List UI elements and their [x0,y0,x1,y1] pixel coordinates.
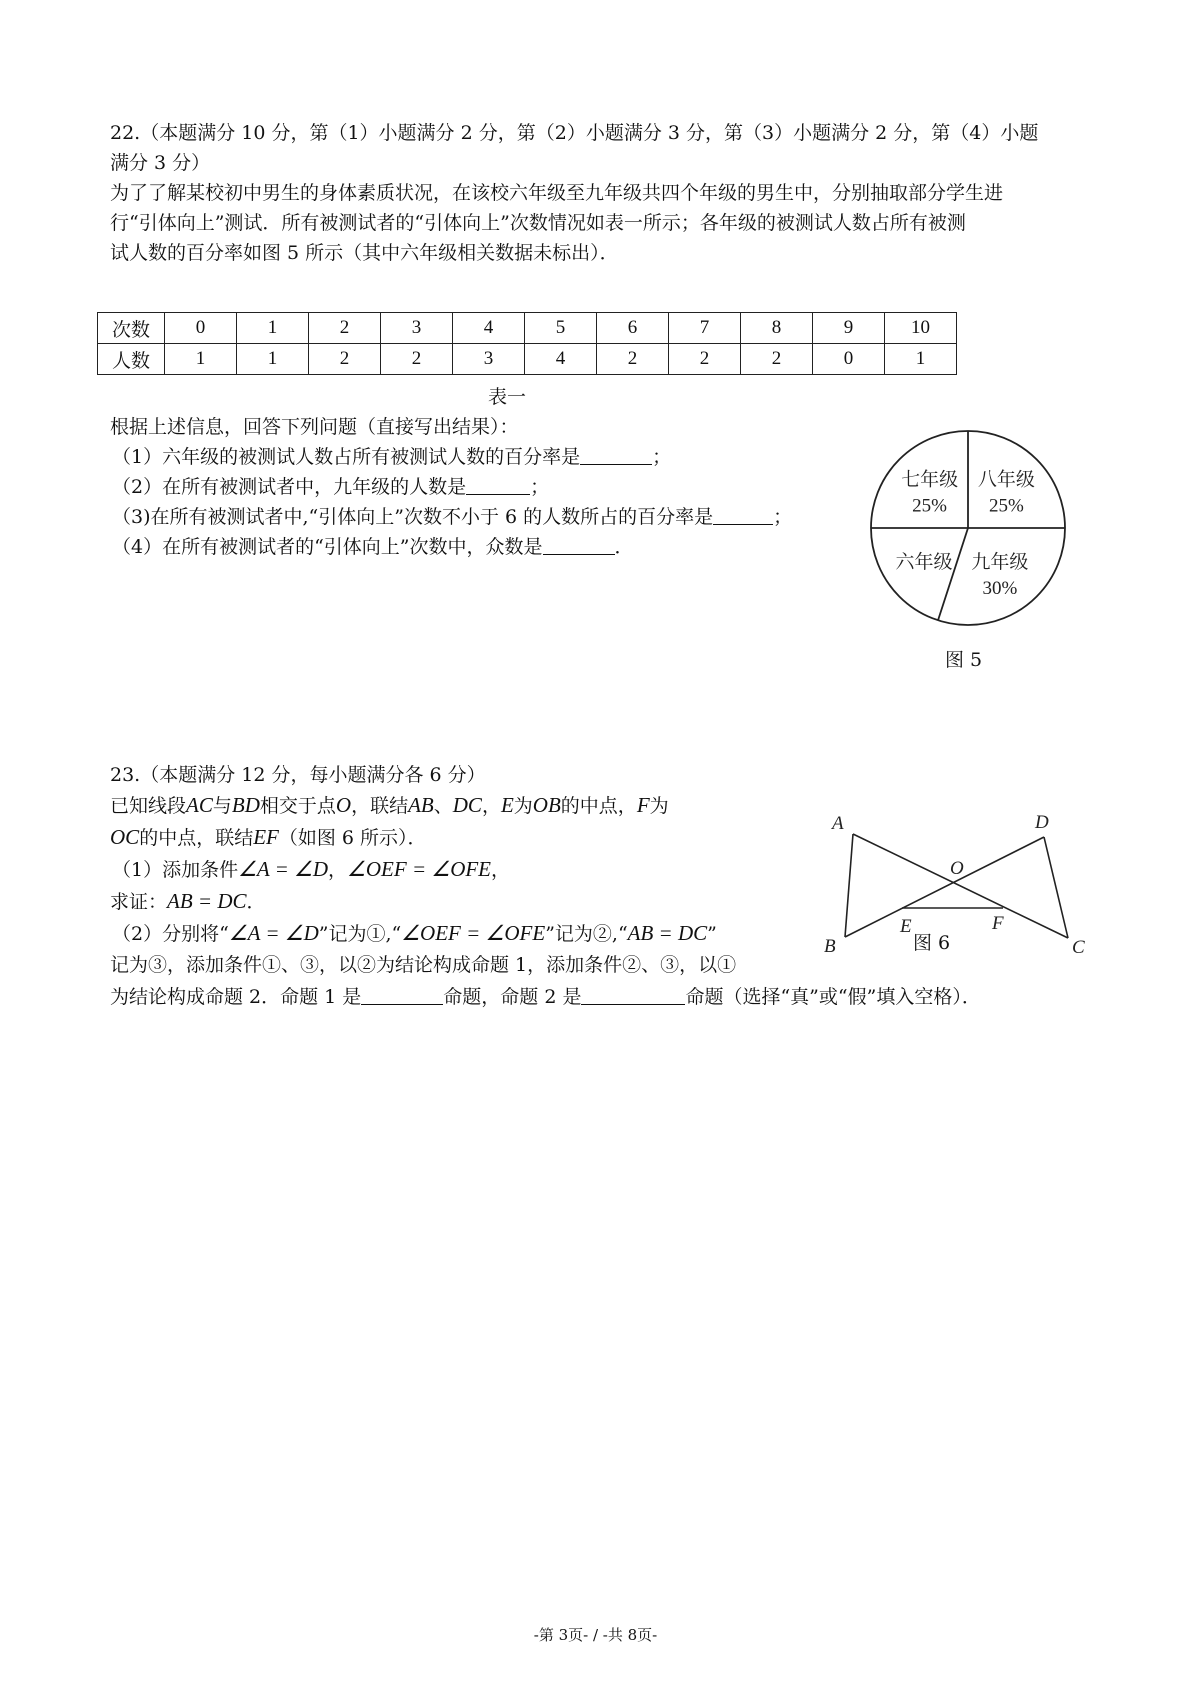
table-row-label-people: 人数 [98,344,165,375]
q23-header: 23.（本题满分 12 分，每小题满分各 6 分） [110,764,486,786]
segment-bd: BD [231,793,260,817]
q22-sub1-text: （1）六年级的被测试人数占所有被测试人数的百分率是 [112,446,581,468]
segment-ef: EF [253,825,279,849]
pie-slice-boundary [938,528,968,620]
pie-slice-value: 25% [988,495,1024,517]
point-label-a: A [832,813,844,834]
answer-blank[interactable] [580,444,652,465]
page-footer: -第 3页- / -共 8页- [533,1626,658,1644]
q23-text: ”记为②,“ [545,923,628,945]
table-cell: 0 [165,313,237,344]
q23-text: ， [481,795,501,817]
q22-intro-line3: 试人数的百分率如图 5 所示（其中六年级相关数据未标出）． [110,242,619,264]
segment-dc-line [1044,837,1068,938]
condition-angle-oef-equals-ofe: ∠OEF = ∠OFE [347,857,492,881]
figure5-caption: 图 5 [945,649,983,671]
q23-line5 [112,918,717,949]
segment-bd-line [845,837,1044,937]
point-label-f: F [992,913,1004,934]
q22-prompt: 根据上述信息，回答下列问题（直接写出结果）： [110,416,519,438]
condition-angle-oef-equals-ofe: ∠OEF = ∠OFE [401,921,546,945]
table-cell: 2 [381,344,453,375]
q22-sub1 [112,442,671,472]
q23-line7 [110,982,981,1012]
table-cell: 4 [525,344,597,375]
point-label-e: E [900,916,912,937]
table-row-label-counts: 次数 [98,313,165,344]
q22-sub2-text: （2）在所有被测试者中，九年级的人数是 [112,476,467,498]
point-label-o: O [950,858,964,879]
q22-sub2 [112,472,549,502]
table-cell: 0 [813,344,885,375]
table-cell: 1 [237,344,309,375]
q23-text: （2）分别将“ [112,923,229,945]
segment-ob: OB [532,793,561,817]
table-cell: 1 [237,313,309,344]
q23-text: 与 [212,795,232,817]
segment-oc: OC [110,825,140,849]
q22-sub3 [112,502,792,532]
segment-dc: DC [452,793,482,817]
pie-slice-label: 七年级 [901,468,959,491]
q23-text: 为 [513,795,533,817]
point-label-d: D [1035,812,1049,833]
q23-line6: 记为③，添加条件①、③，以②为结论构成命题 1，添加条件②、③，以① [110,954,737,976]
answer-blank[interactable] [713,504,773,525]
table-cell: 4 [453,313,525,344]
pie-slice-label: 六年级 [895,550,953,573]
table-pullup-counts [97,312,957,375]
table-cell: 1 [165,344,237,375]
table-cell: 8 [741,313,813,344]
q23-text: 求证： [110,891,168,913]
table-cell: 10 [885,313,957,344]
q23-text: 的中点， [560,795,637,817]
table-cell: 3 [453,344,525,375]
q23-text: 为结论构成命题 2．命题 1 是 [110,986,362,1008]
segment-ab: AB [408,793,434,817]
q23-text: ， [491,859,511,881]
q22-intro-line2: 行“引体向上”测试．所有被测试者的“引体向上”次数情况如表一所示；各年级的被测试人数占所有被测 [110,212,966,234]
table-cell: 1 [885,344,957,375]
table-cell: 9 [813,313,885,344]
table-cell: 3 [381,313,453,344]
goal-ab-equals-dc: AB = DC [627,921,708,945]
q23-text: 已知线段 [110,795,187,817]
q23-text: ” [707,923,717,945]
q23-line4 [110,886,266,917]
q23-text: （1）添加条件 [112,859,239,881]
answer-blank[interactable] [466,474,530,495]
point-o: O [335,793,352,817]
q22-sub3-text: （3)在所有被测试者中,“引体向上”次数不小于 6 的人数所占的百分率是 [112,506,714,528]
answer-blank[interactable] [581,984,685,1005]
table-cell: 5 [525,313,597,344]
q22-sub3-end: ； [773,506,793,528]
pie-chart-figure5 [860,425,1080,635]
q23-text: ，联结 [351,795,409,817]
pie-slice-label: 八年级 [977,468,1035,491]
q22-sub1-end: ； [652,446,672,468]
condition-angle-a-equals-d: ∠A = ∠D [228,921,319,945]
q22-intro-line1: 为了了解某校初中男生的身体素质状况，在该校六年级至九年级共四个年级的男生中，分别抽取部分学生进 [110,182,1004,204]
q23-text: 命题，命题 2 是 [443,986,582,1008]
q22-header-line2: 满分 3 分） [110,152,211,174]
goal-ab-equals-dc: AB = DC [167,889,247,913]
point-f: F [636,793,650,817]
q23-text: ． [246,891,266,913]
q22-sub2-end: ； [530,476,550,498]
point-e: E [500,793,514,817]
table-row-people [98,344,957,375]
point-label-c: C [1072,937,1085,958]
q23-line3 [112,854,510,885]
segment-ac: AC [186,793,213,817]
q23-text: （如图 6 所示）． [278,827,427,849]
q22-sub4-end: ． [614,536,634,558]
q23-text: 相交于点 [259,795,336,817]
q23-line1 [110,790,669,821]
segment-ab-line [845,834,853,937]
q23-text: 的中点，联结 [139,827,254,849]
q22-header-line1: 22.（本题满分 10 分，第（1）小题满分 2 分，第（2）小题满分 3 分，第（3）小题满分 2 分，第（4）小题 [110,122,1039,144]
pie-slice-value: 30% [982,577,1018,599]
table-cell: 2 [669,344,741,375]
q23-text: 命题（选择“真”或“假”填入空格）． [685,986,981,1008]
table-cell: 7 [669,313,741,344]
table-caption: 表一 [488,386,527,408]
table-cell: 2 [741,344,813,375]
q22-sub4-text: （4）在所有被测试者的“引体向上”次数中，众数是 [112,536,543,558]
segment-ac-line [853,834,1068,938]
table-cell: 2 [309,344,381,375]
answer-blank[interactable] [361,984,443,1005]
table-cell: 6 [597,313,669,344]
geometry-figure6 [820,812,1090,958]
condition-angle-a-equals-d: ∠A = ∠D [238,857,329,881]
table-cell: 2 [309,313,381,344]
point-label-b: B [824,936,836,957]
q22-sub4 [112,532,634,562]
figure6-caption: 图 6 [913,932,951,954]
pie-slice-label: 九年级 [971,550,1029,573]
answer-blank[interactable] [543,534,615,555]
table-row-counts [98,313,957,344]
table-cell: 2 [597,344,669,375]
pie-slice-value: 25% [912,495,948,517]
q23-line2 [110,822,427,853]
q23-text: 为 [649,795,669,817]
q23-text: ， [328,859,348,881]
q23-text: 、 [433,795,453,817]
q23-text: ”记为①,“ [318,923,402,945]
